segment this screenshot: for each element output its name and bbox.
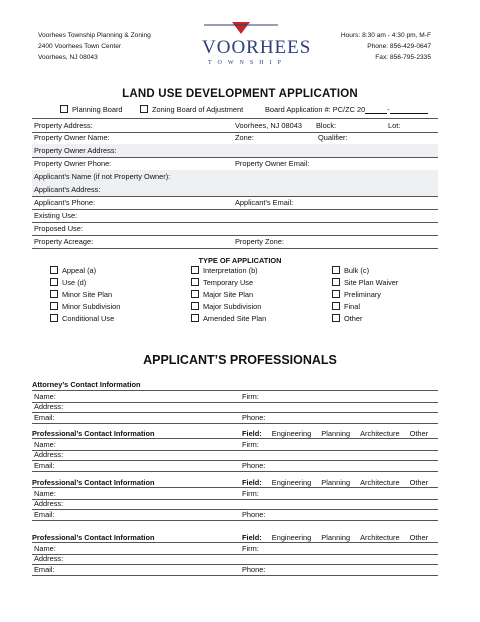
attorney-name-row[interactable]: Name: Firm: xyxy=(32,390,438,403)
applicant-address-row[interactable]: Applicant’s Address: xyxy=(32,183,438,197)
field-engineering[interactable]: Engineering xyxy=(271,533,312,542)
attorney-heading: Attorney’s Contact Information xyxy=(32,380,141,389)
checkbox-icon[interactable] xyxy=(332,314,340,322)
year-blank[interactable] xyxy=(365,107,387,114)
type-column-2 xyxy=(191,265,321,325)
org-address-block xyxy=(38,30,151,63)
professional-1-email-row[interactable]: Email: Phone: xyxy=(32,460,438,472)
checkbox-icon[interactable] xyxy=(60,105,68,113)
professional-2-name-row[interactable]: Name: Firm: xyxy=(32,487,438,500)
field-other[interactable]: Other xyxy=(409,429,429,438)
type-option-site-plan-waiver[interactable]: Site Plan Waiver xyxy=(332,277,398,288)
number-blank[interactable] xyxy=(390,107,428,114)
type-column-1 xyxy=(50,265,180,325)
professional-1-address-row[interactable]: Address: xyxy=(32,449,438,461)
owner-address-row[interactable]: Property Owner Address: xyxy=(32,144,438,158)
checkbox-icon[interactable] xyxy=(50,314,58,322)
checkbox-icon[interactable] xyxy=(332,302,340,310)
type-option-conditional-use[interactable]: Conditional Use xyxy=(50,313,114,324)
professional-3-field[interactable]: Field: Engineering Planning Architecture Other xyxy=(242,533,429,542)
checkbox-icon[interactable] xyxy=(50,266,58,274)
professional-2-field[interactable]: Field: Engineering Planning Architecture Other xyxy=(242,478,429,487)
property-address-row[interactable]: Property Address: Voorhees, NJ 08043 Block: Lot: xyxy=(32,118,438,133)
checkbox-icon[interactable] xyxy=(191,290,199,298)
professional-1-field[interactable]: Field: Engineering Planning Architecture Other xyxy=(242,429,429,438)
field-architecture[interactable]: Architecture xyxy=(360,533,400,542)
checkbox-icon[interactable] xyxy=(191,314,199,322)
office-contact-block xyxy=(341,30,431,63)
proposed-use-row[interactable]: Proposed Use: xyxy=(32,222,438,236)
type-option-major-site-plan[interactable]: Major Site Plan xyxy=(191,289,253,300)
checkbox-icon[interactable] xyxy=(50,302,58,310)
checkbox-icon[interactable] xyxy=(50,290,58,298)
applicant-name-row[interactable]: Applicant’s Name (if not Property Owner): xyxy=(32,170,438,184)
professional-3-heading: Professional’s Contact Information xyxy=(32,533,155,542)
type-option-temporary-use[interactable]: Temporary Use xyxy=(191,277,253,288)
org-street: 2400 Voorhees Town Center xyxy=(38,43,122,50)
logo-flag-icon xyxy=(196,22,286,36)
field-engineering[interactable]: Engineering xyxy=(271,429,312,438)
board-application-number[interactable]: Board Application #: PC/ZC 20 - xyxy=(265,105,428,114)
type-option-use[interactable]: Use (d) xyxy=(50,277,86,288)
type-option-preliminary[interactable]: Preliminary xyxy=(332,289,381,300)
type-option-other[interactable]: Other xyxy=(332,313,362,324)
type-option-final[interactable]: Final xyxy=(332,301,360,312)
type-option-interpretation[interactable]: Interpretation (b) xyxy=(191,265,258,276)
existing-use-row[interactable]: Existing Use: xyxy=(32,209,438,223)
zoning-board-option[interactable]: Zoning Board of Adjustment xyxy=(140,105,243,114)
checkbox-icon[interactable] xyxy=(332,266,340,274)
field-architecture[interactable]: Architecture xyxy=(360,478,400,487)
professional-1-name-row[interactable]: Name: Firm: xyxy=(32,438,438,451)
owner-name-row[interactable]: Property Owner Name: Zone: Qualifier: xyxy=(32,131,438,145)
org-city: Voorhees, NJ 08043 xyxy=(38,54,98,61)
professional-1-heading: Professional’s Contact Information xyxy=(32,429,155,438)
type-option-bulk[interactable]: Bulk (c) xyxy=(332,265,369,276)
professional-3-email-row[interactable]: Email: Phone: xyxy=(32,564,438,576)
type-column-3 xyxy=(332,265,442,325)
attorney-address-row[interactable]: Address: xyxy=(32,401,438,413)
professional-2-heading: Professional’s Contact Information xyxy=(32,478,155,487)
field-engineering[interactable]: Engineering xyxy=(271,478,312,487)
professional-3-name-row[interactable]: Name: Firm: xyxy=(32,542,438,555)
board-selector xyxy=(60,105,123,114)
professionals-title: APPLICANT’S PROFESSIONALS xyxy=(143,353,337,367)
office-phone: Phone: 856-429-0647 xyxy=(367,43,431,50)
professional-2-address-row[interactable]: Address: xyxy=(32,498,438,510)
professional-3-address-row[interactable]: Address: xyxy=(32,553,438,565)
logo-subtitle: TOWNSHIP xyxy=(208,60,287,66)
checkbox-icon[interactable] xyxy=(332,290,340,298)
office-fax: Fax: 856-795-2335 xyxy=(375,54,431,61)
acreage-row[interactable]: Property Acreage: Property Zone: xyxy=(32,235,438,249)
field-other[interactable]: Other xyxy=(409,533,429,542)
type-option-major-subdivision[interactable]: Major Subdivision xyxy=(191,301,261,312)
owner-phone-row[interactable]: Property Owner Phone: Property Owner Email: xyxy=(32,157,438,171)
field-planning[interactable]: Planning xyxy=(321,533,351,542)
office-hours: Hours: 8:30 am - 4:30 pm, M-F xyxy=(340,32,431,39)
type-option-appeal[interactable]: Appeal (a) xyxy=(50,265,96,276)
type-option-amended-site-plan[interactable]: Amended Site Plan xyxy=(191,313,266,324)
field-planning[interactable]: Planning xyxy=(321,429,351,438)
checkbox-icon[interactable] xyxy=(332,278,340,286)
field-other[interactable]: Other xyxy=(409,478,429,487)
checkbox-icon[interactable] xyxy=(191,266,199,274)
attorney-email-row[interactable]: Email: Phone: xyxy=(32,412,438,424)
type-option-minor-site-plan[interactable]: Minor Site Plan xyxy=(50,289,112,300)
township-logo xyxy=(196,22,312,74)
field-architecture[interactable]: Architecture xyxy=(360,429,400,438)
checkbox-icon[interactable] xyxy=(140,105,148,113)
checkbox-icon[interactable] xyxy=(191,302,199,310)
applicant-phone-row[interactable]: Applicant’s Phone: Applicant’s Email: xyxy=(32,196,438,210)
field-planning[interactable]: Planning xyxy=(321,478,351,487)
checkbox-icon[interactable] xyxy=(50,278,58,286)
type-option-minor-subdivision[interactable]: Minor Subdivision xyxy=(50,301,120,312)
type-of-application-heading: TYPE OF APPLICATION xyxy=(198,256,282,265)
checkbox-icon[interactable] xyxy=(191,278,199,286)
form-title: LAND USE DEVELOPMENT APPLICATION xyxy=(122,88,358,100)
planning-board-option[interactable]: Planning Board xyxy=(60,105,123,114)
professional-2-email-row[interactable]: Email: Phone: xyxy=(32,509,438,521)
org-name: Voorhees Township Planning & Zoning xyxy=(38,32,151,39)
logo-wordmark: VOORHEES xyxy=(202,37,312,58)
